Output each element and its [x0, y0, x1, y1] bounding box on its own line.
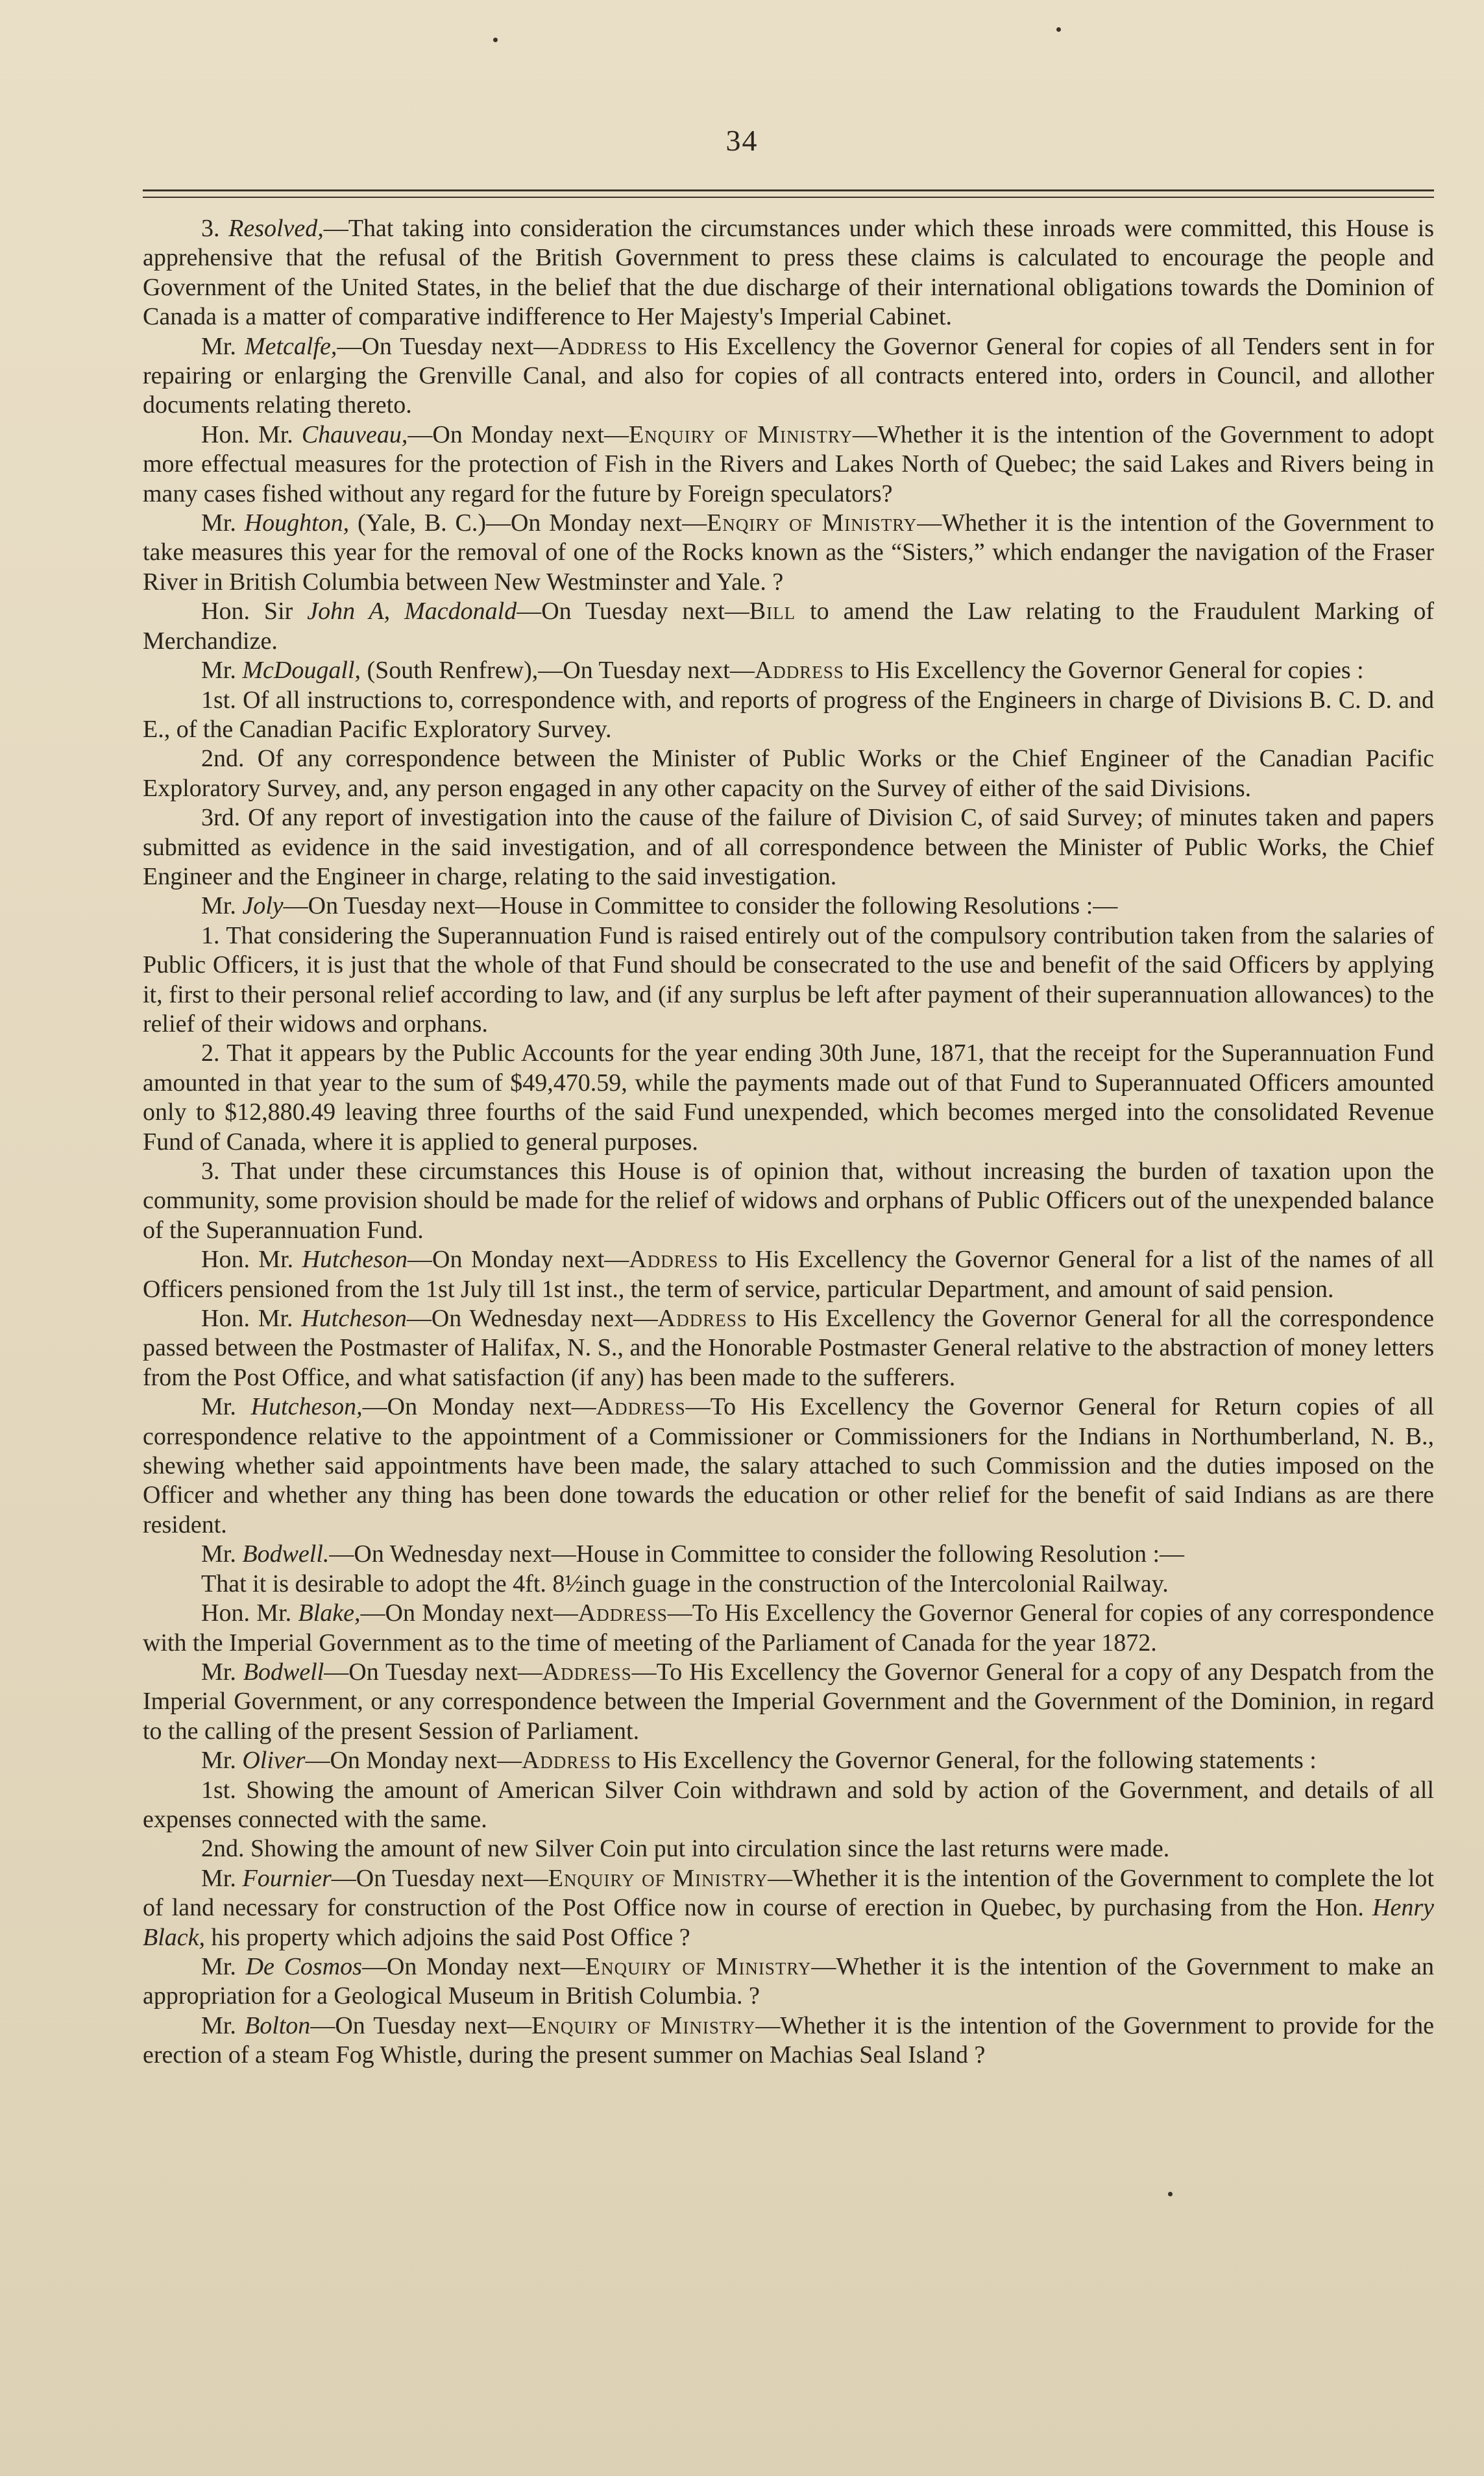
paragraph — [143, 1245, 1434, 1304]
member-name: Oliver — [242, 1747, 306, 1775]
paragraph — [143, 1039, 1434, 1157]
motion-type: Address — [558, 332, 648, 360]
text-run: —To His Excellency the Governor General for Return copies of all correspondence relative to the appointment of a Commissioner or Commissioners for the Indians in Northumberland, N. B., shewing whether said appointments have been made, the salary attached to such Commission and the duties imposed on the Officer and whether any thing has been done towards the education or other relief for the benefit of said Indians as are there resident. — [143, 1393, 1434, 1538]
motion-type: Address — [629, 1246, 719, 1274]
paragraph — [143, 686, 1434, 745]
member-name: Hutcheson — [302, 1246, 408, 1274]
motion-type: Address — [542, 1658, 632, 1686]
text-run: —That taking into consideration the circumstances under which these inroads were committed, this House is apprehensive that the refusal of the British Government to press these claims is calculated to encourage the people and Government of the United States, in the belief that the due discharge of their international obligations towards the Dominion of Canada is a matter of comparative indifference to Her Majesty's Imperial Cabinet. — [143, 215, 1435, 331]
motion-type: Enquiry of Ministry — [585, 1952, 812, 1980]
text-run: —On Wednesday next— — [406, 1305, 658, 1333]
text-run: —On Tuesday next— — [310, 2011, 532, 2039]
motion-type: Enquiry of Ministry — [628, 420, 853, 448]
paragraph — [143, 1776, 1434, 1835]
text-run: —Whether it is the intention of the Government to take measures this year for the removal of one of the Rocks known as the “Sisters,” which endanger the navigation of the Fraser River in British Columbia between New Westminster and Yale. ? — [143, 509, 1435, 596]
text-run: —Whether it is the intention of the Government to adopt more effectual measures for the protection of Fish in the Rivers and Lakes North of Quebec; the said Lakes and Rivers being in many cases fished without any regard for the future by Foreign speculators? — [143, 420, 1434, 507]
text-run: (South Renfrew),—On Tuesday next— — [360, 657, 755, 685]
member-name: Joly — [242, 892, 284, 920]
body-text — [143, 214, 1434, 2070]
text-run: —On Monday next— — [361, 1952, 585, 1980]
paragraph — [143, 1157, 1434, 1245]
member-name: De Cosmos — [245, 1952, 362, 1980]
text-run: —On Monday next— — [407, 1246, 629, 1274]
text-run: to His Excellency the Governor General for all the correspondence passed between the Postmaster of Halifax, N. S., and the Honorable Postmaster General relative to the abstraction of money letters from the Post Office, and what satisfaction (if any) has been made to the sufferers. — [143, 1305, 1434, 1391]
page-number: 34 — [725, 124, 759, 157]
paragraph — [143, 803, 1434, 892]
text-run: 3. That under these circumstances this House is of opinion that, without increasing the burden of taxation upon the community, some provision should be made for the relief of widows and orphans of Public Officers out of the unexpended balance of the Superannuation Fund. — [143, 1158, 1434, 1244]
text-run: —On Monday next— — [362, 1393, 596, 1421]
motion-type: Address — [578, 1599, 668, 1627]
text-run: Mr. — [201, 1658, 243, 1686]
text-run: Mr. — [201, 1864, 243, 1892]
text-run: 2nd. Showing the amount of new Silver Coin put into circulation since the last returns were made. — [201, 1835, 1170, 1863]
ink-speck — [1168, 2192, 1173, 2196]
text-run: Mr. — [201, 2011, 245, 2039]
motion-type: Address — [596, 1393, 686, 1421]
ink-speck — [1056, 27, 1061, 32]
paragraph — [143, 214, 1434, 332]
text-run: —To His Excellency the Governor General for copies of any correspondence with the Imperial Government as to the time of meeting of the Parliament of Canada for the year 1872. — [143, 1599, 1434, 1657]
motion-type: Address — [754, 657, 844, 685]
member-name: Fournier — [242, 1864, 332, 1892]
text-run: his property which adjoins the said Post Office ? — [205, 1923, 690, 1951]
paragraph — [143, 1658, 1434, 1746]
member-name: Houghton, — [244, 509, 350, 537]
paragraph — [143, 744, 1434, 803]
text-run: Mr. — [201, 892, 243, 920]
text-run: Hon. Mr. — [201, 1599, 298, 1627]
text-run: Mr. — [201, 1952, 246, 1980]
member-name: Hutcheson — [301, 1305, 407, 1333]
text-run: to amend the Law relating to the Fraudulent Marking of Merchandize. — [143, 598, 1434, 655]
text-run: Mr. — [201, 509, 245, 537]
header-rule — [143, 189, 1434, 191]
text-run: —On Tuesday next—House in Committee to consider the following Resolutions :— — [283, 892, 1118, 920]
header-rule — [143, 197, 1434, 198]
text-run: Hon. Mr. — [201, 1246, 302, 1274]
text-run: 1st. Of all instructions to, correspondence with, and reports of progress of the Engineers in charge of Divisions B. C. D. and E., of the Canadian Pacific Exploratory Survey. — [143, 686, 1434, 743]
member-name: Resolved, — [228, 215, 324, 242]
text-run: 3rd. Of any report of investigation into the cause of the failure of Division C, of said Survey; of minutes taken and papers submitted as evidence in the said investigation, and of all correspondence between the Minister of Public Works, the Chief Engineer and the Engineer in charge, relating to the said investigation. — [143, 804, 1434, 890]
text-run: 2. That it appears by the Public Accounts for the year ending 30th June, 1871, that the receipt for the Superannuation Fund amounted in that year to the sum of $49,470.59, while the payments made out of that Fund to Superannuated Officers amounted only to $12,880.49 leaving three fourths of the said Fund unexpended, which becomes merged into the consolidated Revenue Fund of Canada, where it is applied to general purposes. — [143, 1039, 1434, 1156]
text-run: —On Tuesday next— — [331, 1864, 548, 1892]
member-name: Bolton — [244, 2011, 311, 2039]
motion-type: Enquiry of Ministry — [531, 2011, 756, 2039]
text-run: 2nd. Of any correspondence between the Minister of Public Works or the Chief Engineer of the Canadian Pacific Exploratory Survey, and, any person engaged in any other capacity on the Survey of either of the said Divisions. — [143, 745, 1434, 802]
paragraph — [143, 1599, 1434, 1658]
text-run: That it is desirable to adopt the 4ft. 8½inch guage in the construction of the Intercolonial Railway. — [201, 1570, 1169, 1597]
text-run: —Whether it is the intention of the Government to make an appropriation for a Geological Museum in British Columbia. ? — [143, 1952, 1434, 2010]
paragraph — [143, 921, 1434, 1039]
text-run: to His Excellency the Governor General, for the following statements : — [611, 1747, 1317, 1775]
paragraph — [143, 1864, 1434, 1952]
paragraph — [143, 2011, 1434, 2070]
text-run: Mr. — [201, 332, 245, 360]
text-run: —To His Excellency the Governor General for a copy of any Despatch from the Imperial Government, or any correspondence between the Imperial Government and the Government of the Dominion, in regard to the calling of the present Session of Parliament. — [143, 1658, 1434, 1745]
paragraph — [143, 1392, 1434, 1540]
text-run: 3. — [201, 215, 229, 242]
text-run: 1. That considering the Superannuation Fund is raised entirely out of the compulsory contribution taken from the salaries of Public Officers, it is just that the whole of that Fund should be consecrated to the use and benefit of the said Officers by applying it, first to their personal relief according to law, and (if any surplus be left after payment of their superannuation allowances) to the relief of their widows and orphans. — [143, 921, 1434, 1038]
paragraph — [143, 656, 1434, 685]
paragraph — [143, 509, 1434, 597]
paragraph — [143, 1746, 1434, 1775]
member-name: Blake, — [298, 1599, 361, 1627]
motion-type: Bill — [749, 598, 796, 625]
member-name: Metcalfe, — [244, 332, 337, 360]
paragraph — [143, 597, 1434, 656]
text-run: Mr. — [201, 657, 243, 685]
text-run: —Whether it is the intention of the Government to complete the lot of land necessary for construction of the Post Office now in course of erection in Quebec, by purchasing from the Hon. — [143, 1864, 1434, 1922]
ink-speck — [493, 38, 498, 42]
member-name: Hutcheson, — [250, 1393, 363, 1421]
text-run: —On Tuesday next— — [337, 332, 559, 360]
text-run: to His Excellency the Governor General for copies of all Tenders sent in for repairing or enlarging the Grenville Canal, and also for copies of all contracts entered into, orders in Council, and allother documents relating thereto. — [143, 332, 1434, 419]
member-name: Bodwell. — [242, 1540, 330, 1568]
text-run: (Yale, B. C.)—On Monday next— — [349, 509, 707, 537]
text-run: —On Wednesday next—House in Committee to consider the following Resolution :— — [329, 1540, 1185, 1568]
text-run: 1st. Showing the amount of American Silver Coin withdrawn and sold by action of the Government, and details of all expenses connected with the same. — [143, 1776, 1434, 1833]
text-run: Hon. Mr. — [201, 420, 302, 448]
motion-type: Address — [521, 1747, 611, 1775]
text-run: —On Tuesday next— — [324, 1658, 542, 1686]
text-run: —On Tuesday next— — [517, 598, 749, 625]
text-run: —On Monday next— — [407, 420, 629, 448]
motion-type: Address — [657, 1305, 748, 1333]
member-name: Henry Black, — [143, 1894, 1434, 1951]
member-name: Bodwell — [243, 1658, 324, 1686]
text-run: Mr. — [201, 1540, 243, 1568]
text-run: Mr. — [201, 1393, 251, 1421]
text-run: —On Monday next— — [305, 1747, 522, 1775]
motion-type: Enquiry of Ministry — [548, 1864, 768, 1892]
paragraph — [143, 1834, 1434, 1863]
text-run: to His Excellency the Governor General for copies : — [844, 657, 1364, 685]
text-run: —On Monday next— — [360, 1599, 578, 1627]
paragraph — [143, 1540, 1434, 1569]
paragraph — [143, 1570, 1434, 1599]
text-run: to His Excellency the Governor General for a list of the names of all Officers pensioned from the 1st July till 1st inst., the term of service, particular Department, and amount of said pension. — [143, 1246, 1435, 1303]
text-run: Mr. — [201, 1747, 243, 1775]
text-run: Hon. Mr. — [201, 1305, 302, 1333]
paragraph — [143, 892, 1434, 921]
paragraph — [143, 332, 1434, 420]
member-name: John A, Macdonald — [307, 598, 517, 625]
motion-type: Enqiry of Ministry — [707, 509, 918, 537]
paragraph — [143, 1952, 1434, 2011]
paragraph — [143, 1304, 1434, 1392]
paragraph — [143, 420, 1434, 509]
text-run: —Whether it is the intention of the Government to provide for the erection of a steam Fog Whistle, during the present summer on Machias Seal Island ? — [143, 2011, 1434, 2069]
member-name: Chauveau, — [301, 420, 408, 448]
text-run: Hon. Sir — [201, 598, 308, 625]
member-name: McDougall, — [242, 657, 361, 685]
